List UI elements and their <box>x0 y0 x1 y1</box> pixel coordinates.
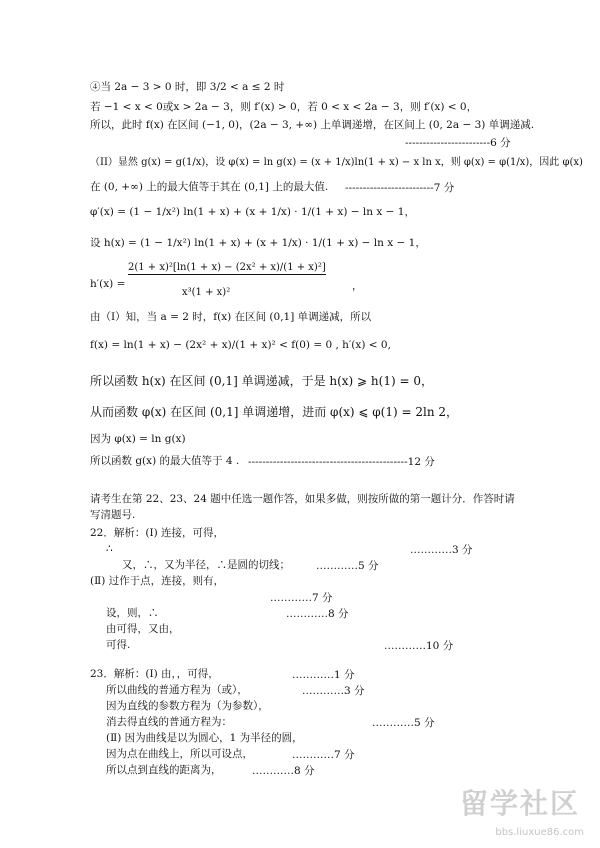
q22-part-two: (Ⅱ) 过作于点，连接，则有， <box>90 575 225 587</box>
f-inequality-line: f(x) = ln(1 + x) − (2x² + x)/(1 + x)² < f(0) = 0 , h′(x) < 0, <box>90 339 391 351</box>
q22-result-line: 可得. <box>106 639 131 651</box>
q23-curve-equation: 所以曲线的普通方程为（或）， <box>106 684 248 696</box>
score-12: ---------------------------------------------12 分 <box>248 456 435 468</box>
q22-score-7: …………7 分 <box>270 592 333 604</box>
q22-therefore: ∴ <box>106 543 113 555</box>
q22-score-8: …………8 分 <box>286 608 349 620</box>
q22-obtain-line: 由可得，又由， <box>106 623 180 635</box>
q23-heading: 23．解析：(Ⅰ) 由，，可得， <box>90 668 219 680</box>
q22-score-10: …………10 分 <box>384 640 454 652</box>
q22-score-3: …………3 分 <box>410 544 473 556</box>
h-decreasing-line: 所以函数 h(x) 在区间 (0,1] 单调递减，于是 h(x) ⩾ h(1) = 0， <box>90 374 433 388</box>
q22-heading: 22．解析：(Ⅰ) 连接，可得， <box>90 527 225 539</box>
score-7: -------------------------7 分 <box>345 182 455 194</box>
max-value-line: 在 (0, +∞) 上的最大值等于其在 (0,1] 上的最大值. <box>90 181 329 193</box>
q22-let-line: 设，则，∴ <box>106 607 159 619</box>
q23-parametric-line: 因为直线的参数方程为（为参数）， <box>106 700 269 712</box>
q23-point-line: 因为点在曲线上，所以可设点， <box>106 748 253 760</box>
watermark-url: bbs.liuxue86.com <box>495 827 584 838</box>
q23-score-7: …………7 分 <box>292 749 355 761</box>
score-6: ------------------------6 分 <box>405 137 511 149</box>
by-part-one-line: 由（I）知，当 a = 2 时，f(x) 在区间 (0,1] 单调递减，所以 <box>90 311 372 323</box>
q23-score-1: …………1 分 <box>292 669 355 681</box>
g-max-line: 所以函数 g(x) 的最大值等于 4 . <box>90 455 240 467</box>
monotonic-interval-line: 所以，此时 f(x) 在区间 (−1, 0)，(2a − 3, +∞) 上单调递增，在区间上 (0, 2a − 3) 单调递减. <box>90 119 535 131</box>
h-definition-line: 设 h(x) = (1 − 1/x²) ln(1 + x) + (x + 1/x) · 1/(1 + x) − ln x − 1， <box>90 237 426 249</box>
instructions-line-2: 写清题号. <box>90 509 136 521</box>
h-derivative-lhs: h′(x) = <box>90 278 126 290</box>
q23-line-equation: 消去得直线的普通方程为： <box>106 716 232 728</box>
derivative-sign-line: 若 −1 < x < 0或x > 2a − 3，则 f′(x) > 0，若 0 < x < 2a − 3，则 f′(x) < 0， <box>90 101 478 113</box>
q23-score-8: …………8 分 <box>252 765 315 777</box>
case-four-line: ④当 2a − 3 > 0 时，即 3/2 < a ≤ 2 时 <box>90 81 285 93</box>
q23-distance-line: 所以点到直线的距离为， <box>106 764 222 776</box>
q22-tangent-line: 又，∴，又为半径，∴是圆的切线； <box>122 559 290 571</box>
q23-score-5: …………5 分 <box>372 717 435 729</box>
q22-score-5: …………5 分 <box>316 560 379 572</box>
h-derivative-comma: ， <box>352 280 363 292</box>
h-derivative-denominator: x³(1 + x)² <box>182 287 231 298</box>
q23-score-3: …………3 分 <box>302 685 365 697</box>
phi-equals-line: 因为 φ(x) = ln g(x) <box>90 433 186 445</box>
part-two-line: （II）显然 g(x) = g(1/x)，设 φ(x) = ln g(x) = (x + 1/x)ln(1 + x) − x ln x，则 φ(x) = φ(1/x)，因此 φ(x) <box>90 157 583 168</box>
q23-part-two: (Ⅱ) 因为曲线是以为圆心，1 为半径的圆， <box>106 732 303 744</box>
instructions-line-1: 请考生在第 22、23、24 题中任选一题作答，如果多做，则按所做的第一题计分．作答时请 <box>90 493 515 505</box>
phi-derivative-line: φ′(x) = (1 − 1/x²) ln(1 + x) + (x + 1/x) · 1/(1 + x) − ln x − 1， <box>90 206 415 218</box>
watermark-logo: 留学社区 <box>459 787 580 820</box>
phi-increasing-line: 从而函数 φ(x) 在区间 (0,1] 单调递增，进而 φ(x) ⩽ φ(1) = 2ln 2， <box>90 405 459 419</box>
h-derivative-numerator: 2(1 + x)²[ln(1 + x) − (2x² + x)/(1 + x)²] <box>128 262 326 273</box>
